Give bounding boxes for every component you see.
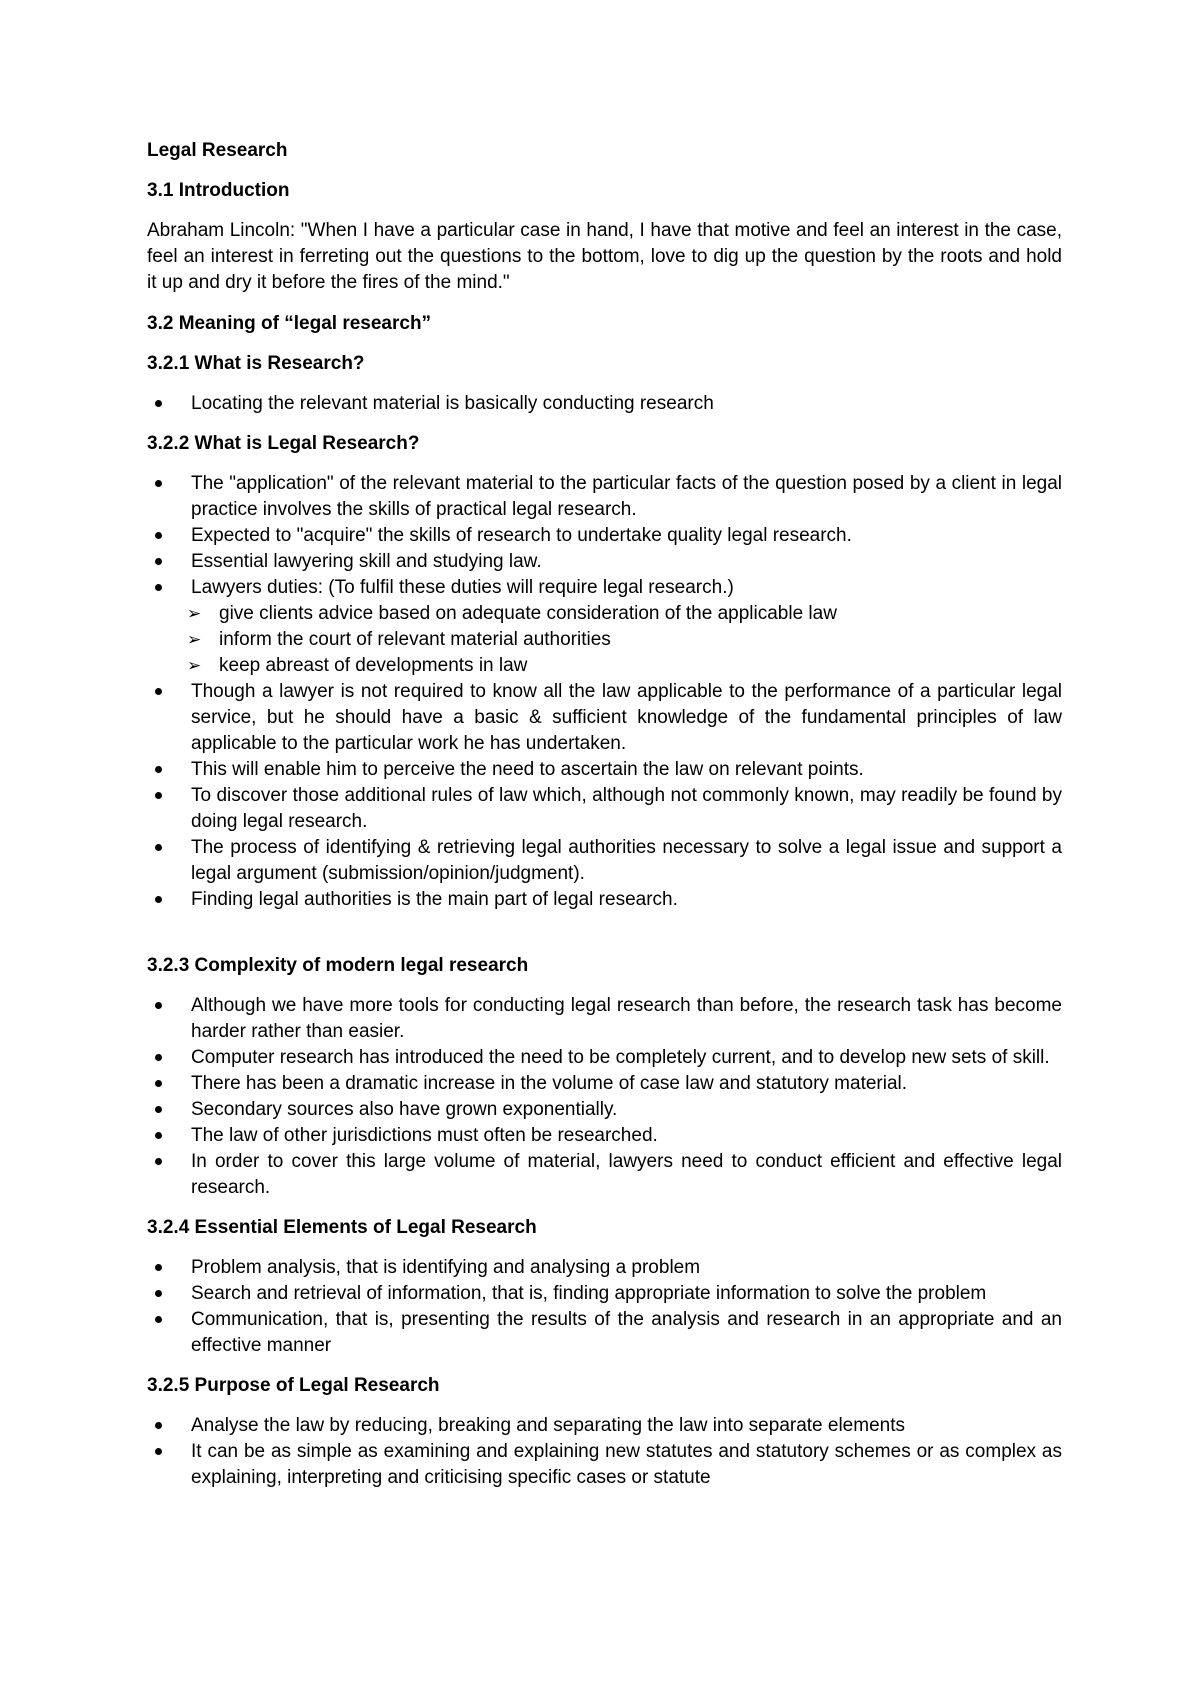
section-heading: 3.2.2 What is Legal Research?	[147, 433, 420, 454]
list-item: ➢ keep abreast of developments in law	[147, 653, 1062, 679]
bullet-icon	[155, 1264, 162, 1271]
list-item: Though a lawyer is not required to know all the law applicable to the performance of a particular legal service, but he should have a basic & sufficient knowledge of the fundamental principles of law applicable to the particular work he has undertaken.	[147, 679, 1062, 757]
bullet-icon	[155, 844, 162, 851]
bullet-list	[147, 471, 1062, 601]
bullet-list	[147, 1255, 1062, 1359]
bullet-icon	[155, 896, 162, 903]
list-item: It can be as simple as examining and explaining new statutes and statutory schemes or as complex as explaining, interpreting and criticising specific cases or statute	[147, 1439, 1062, 1491]
bullet-icon	[155, 688, 162, 695]
bullet-icon	[155, 792, 162, 799]
section-heading: 3.2.3 Complexity of modern legal research	[147, 955, 529, 976]
list-item: ➢ inform the court of relevant material authorities	[147, 627, 1062, 653]
bullet-list	[147, 1413, 1062, 1491]
arrow-bullet-icon: ➢	[187, 656, 202, 676]
bullet-icon	[155, 558, 162, 565]
bullet-icon	[155, 1080, 162, 1087]
bullet-icon	[155, 584, 162, 591]
bullet-icon	[155, 1054, 162, 1061]
list-item: Although we have more tools for conducting legal research than before, the research task has become harder rather than easier.	[147, 993, 1062, 1045]
list-item: Problem analysis, that is identifying and analysing a problem	[147, 1255, 1062, 1281]
bullet-icon	[155, 1290, 162, 1297]
list-item: Finding legal authorities is the main part of legal research.	[147, 887, 1062, 913]
bullet-icon	[155, 1316, 162, 1323]
list-item: The "application" of the relevant material to the particular facts of the question posed by a client in legal practice involves the skills of practical legal research.	[147, 471, 1062, 523]
list-item: There has been a dramatic increase in the volume of case law and statutory material.	[147, 1071, 1062, 1097]
list-item: The law of other jurisdictions must often be researched.	[147, 1123, 1062, 1149]
list-item: Secondary sources also have grown exponentially.	[147, 1097, 1062, 1123]
list-item: This will enable him to perceive the need to ascertain the law on relevant points.	[147, 757, 1062, 783]
list-item: Analyse the law by reducing, breaking and separating the law into separate elements	[147, 1413, 1062, 1439]
bullet-icon	[155, 766, 162, 773]
section-heading: 3.1 Introduction	[147, 180, 290, 201]
list-item: In order to cover this large volume of material, lawyers need to conduct efficient and effective legal research.	[147, 1149, 1062, 1201]
document-page	[147, 138, 1062, 1505]
section-heading: 3.2.1 What is Research?	[147, 353, 365, 374]
bullet-icon	[155, 1106, 162, 1113]
bullet-icon	[155, 532, 162, 539]
section-heading: 3.2 Meaning of “legal research”	[147, 313, 432, 334]
list-item: Search and retrieval of information, that is, finding appropriate information to solve the problem	[147, 1281, 1062, 1307]
list-item: Essential lawyering skill and studying law.	[147, 549, 1062, 575]
bullet-icon	[155, 400, 162, 407]
bullet-icon	[155, 1002, 162, 1009]
list-item: Expected to "acquire" the skills of research to undertake quality legal research.	[147, 523, 1062, 549]
list-item: Computer research has introduced the need to be completely current, and to develop new sets of skill.	[147, 1045, 1062, 1071]
list-item: The process of identifying & retrieving legal authorities necessary to solve a legal issue and support a legal argument (submission/opinion/judgment).	[147, 835, 1062, 887]
bullet-icon	[155, 480, 162, 487]
bullet-list	[147, 391, 1062, 417]
bullet-list	[147, 993, 1062, 1201]
document-title: Legal Research	[147, 140, 288, 161]
list-item: To discover those additional rules of law which, although not commonly known, may readily be found by doing legal research.	[147, 783, 1062, 835]
lincoln-quote: Abraham Lincoln: "When I have a particular case in hand, I have that motive and feel an interest in the case, feel an interest in ferreting out the questions to the bottom, love to dig up the question by the roots and hold it up and dry it before the fires of the mind."	[147, 220, 1062, 293]
list-item: Lawyers duties: (To fulfil these duties will require legal research.)	[147, 575, 1062, 601]
arrow-bullet-icon: ➢	[187, 604, 202, 624]
bullet-icon	[155, 1422, 162, 1429]
list-item: Locating the relevant material is basically conducting research	[147, 391, 1062, 417]
section-heading: 3.2.5 Purpose of Legal Research	[147, 1375, 440, 1396]
bullet-icon	[155, 1158, 162, 1165]
arrow-bullet-icon: ➢	[187, 630, 202, 650]
list-item: Communication, that is, presenting the results of the analysis and research in an appropriate and an effective manner	[147, 1307, 1062, 1359]
bullet-icon	[155, 1448, 162, 1455]
list-item: ➢ give clients advice based on adequate consideration of the applicable law	[147, 601, 1062, 627]
bullet-icon	[155, 1132, 162, 1139]
section-heading: 3.2.4 Essential Elements of Legal Research	[147, 1217, 537, 1238]
bullet-list	[147, 679, 1062, 913]
duties-sublist	[147, 601, 1062, 679]
